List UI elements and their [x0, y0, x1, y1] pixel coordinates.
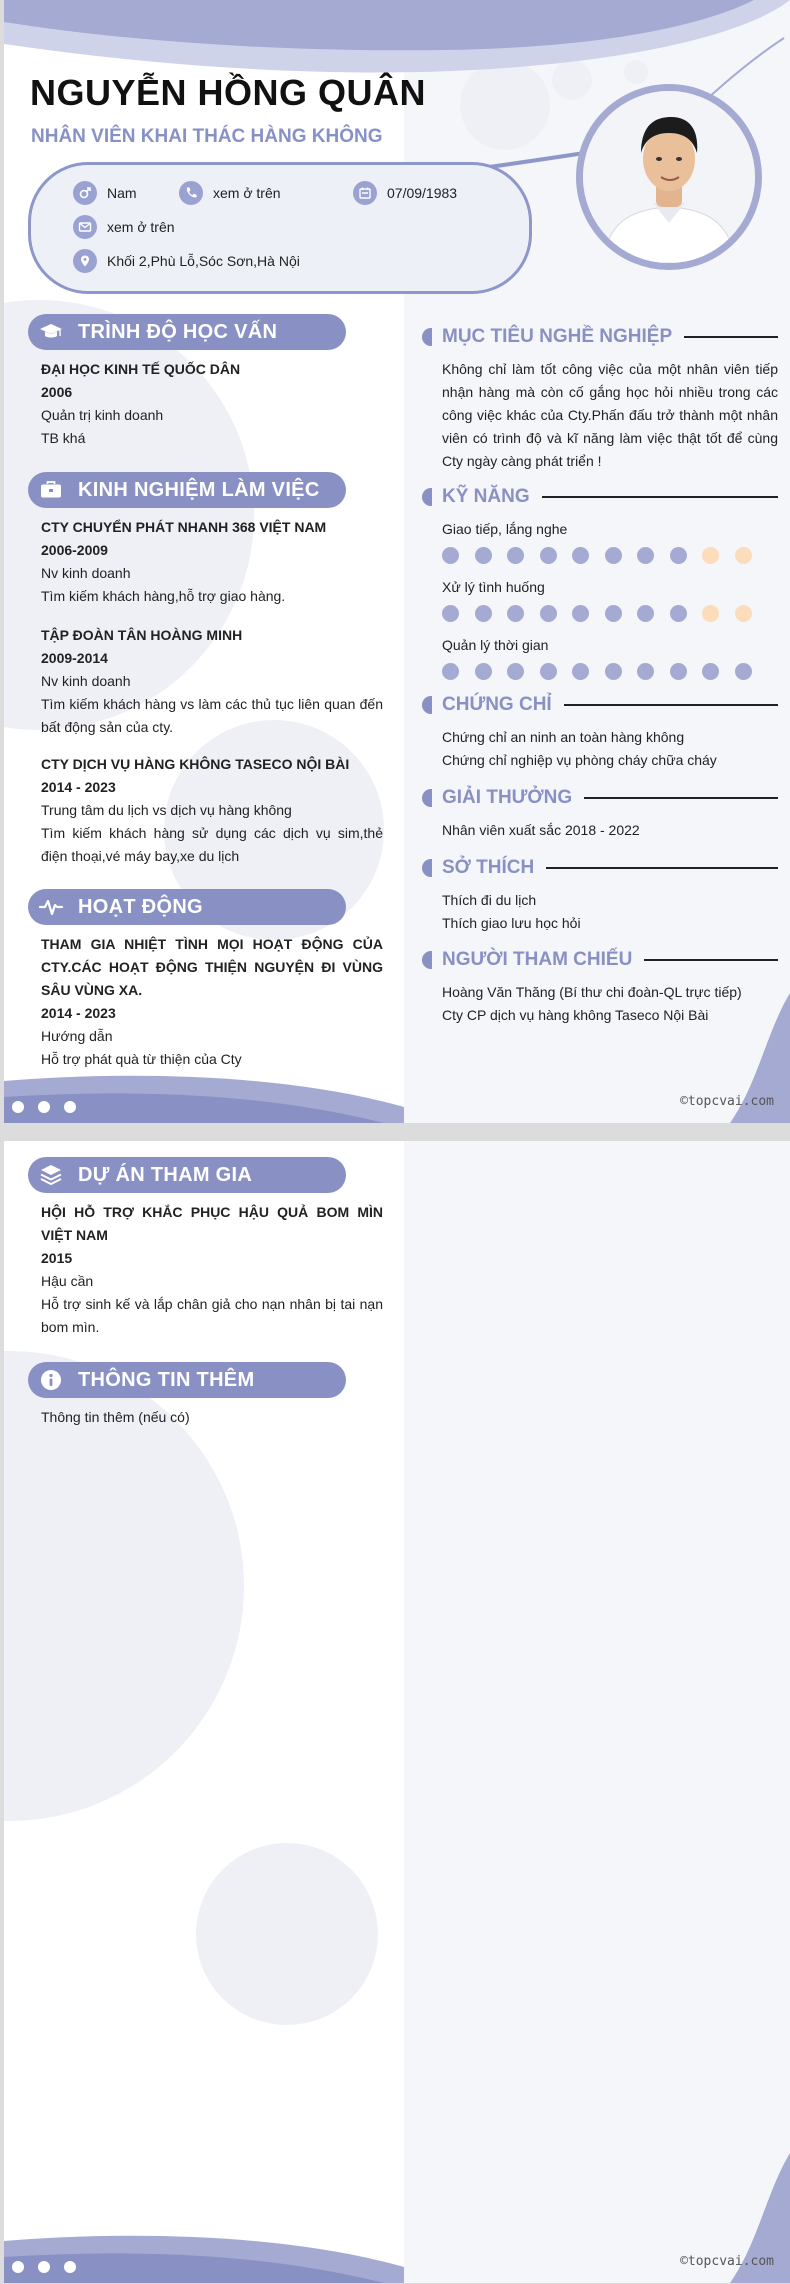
activity-period: 2014 - 2023: [41, 1005, 116, 1021]
experience-item: [41, 753, 383, 868]
profile-photo: [576, 84, 762, 270]
skill-dot-filled: [507, 547, 524, 564]
contact-address: [73, 249, 300, 273]
skill-dot-empty: [735, 547, 752, 564]
footer-wave: [4, 1063, 790, 1123]
skill-dot-filled: [572, 605, 589, 622]
experience-item: [41, 516, 383, 608]
info-icon: [38, 1367, 64, 1393]
skill-dot-filled: [637, 663, 654, 680]
company-name: CTY CHUYỂN PHÁT NHANH 368 VIỆT NAM: [41, 519, 327, 535]
skill-dot-filled: [572, 547, 589, 564]
section-marker: [422, 488, 432, 506]
candidate-name: NGUYỄN HỒNG QUÂN: [30, 72, 427, 113]
skill-dot-filled: [637, 605, 654, 622]
cv-page-2: [4, 1141, 790, 2283]
skill-dot-filled: [605, 605, 622, 622]
skill-dot-filled: [637, 547, 654, 564]
section-title: CHỨNG CHỈ: [442, 694, 552, 715]
section-title: SỞ THÍCH: [442, 857, 535, 878]
certificate-item: Chứng chỉ an ninh an toàn hàng không: [442, 729, 685, 745]
right-column-background: [404, 1141, 790, 2283]
section-title: DỰ ÁN THAM GIA: [78, 1163, 253, 1186]
skill-name: Giao tiếp, lắng nghe: [442, 521, 568, 537]
gender-value: Nam: [107, 185, 137, 201]
activity-name: THAM GIA NHIỆT TÌNH MỌI HOẠT ĐỘNG CỦA CTY.CÁC HOẠT ĐỘNG THIỆN NGUYỆN ĐI VÙNG SÂU VÙNG XA.: [41, 936, 383, 998]
additional-info: [41, 1406, 383, 1429]
skill-dot-empty: [735, 605, 752, 622]
skill-dot-filled: [442, 605, 459, 622]
education-grade: TB khá: [41, 430, 86, 446]
briefcase-icon: [38, 477, 64, 503]
skill-dot-filled: [442, 547, 459, 564]
activity-role: Hướng dẫn: [41, 1028, 113, 1044]
email-icon: [73, 215, 97, 239]
section-divider: [584, 797, 778, 799]
skill-dot-filled: [670, 605, 687, 622]
section-divider: [546, 867, 778, 869]
hobby-item: Thích đi du lịch: [442, 892, 537, 908]
education-year: 2006: [41, 384, 73, 400]
birthday-value: 07/09/1983: [387, 185, 458, 201]
skill-dot-filled: [605, 663, 622, 680]
section-title: THÔNG TIN THÊM: [78, 1368, 255, 1391]
skill-dot-filled: [735, 663, 752, 680]
skill-dot-filled: [605, 547, 622, 564]
work-position: Trung tâm du lịch vs dịch vụ hàng không: [41, 802, 292, 818]
watermark: ©topcvai.com: [680, 2254, 774, 2269]
section-divider: [542, 496, 778, 498]
work-period: 2014 - 2023: [41, 779, 116, 795]
section-title: GIẢI THƯỞNG: [442, 787, 573, 808]
skill-rating: [442, 605, 778, 622]
section-title: MỤC TIÊU NGHỀ NGHIỆP: [442, 326, 673, 347]
footer-wave: [4, 2223, 790, 2283]
heartbeat-icon: [38, 894, 64, 920]
project-description: Hỗ trợ sinh kế và lắp chân giả cho nạn nhân bị tai nạn bom mìn.: [41, 1296, 383, 1335]
experience-item: [41, 624, 383, 739]
section-additional-header: [28, 1362, 346, 1398]
work-position: Nv kinh doanh: [41, 565, 131, 581]
section-divider: [644, 959, 778, 961]
section-certificates: [422, 692, 778, 772]
section-objective: [422, 324, 778, 473]
section-awards: [422, 785, 778, 842]
skill-dot-empty: [702, 547, 719, 564]
certificates-list: [422, 726, 778, 772]
skill-name: Quản lý thời gian: [442, 637, 549, 653]
section-title: TRÌNH ĐỘ HỌC VẤN: [78, 320, 278, 343]
education-item: [41, 358, 383, 450]
company-name: CTY DỊCH VỤ HÀNG KHÔNG TASECO NỘI BÀI: [41, 756, 350, 772]
skills-list: [422, 518, 778, 680]
layers-icon: [38, 1162, 64, 1188]
work-description: Tìm kiếm khách hàng vs làm các thủ tục liên quan đến bất động sản của cty.: [41, 696, 383, 735]
skill-rating: [442, 663, 778, 680]
section-references: [422, 947, 778, 1027]
skill-dot-filled: [475, 547, 492, 564]
section-divider: [684, 336, 778, 338]
project-name: HỘI HỖ TRỢ KHẮC PHỤC HẬU QUẢ BOM MÌN VIỆT NAM: [41, 1204, 383, 1243]
email-value: xem ở trên: [107, 219, 175, 235]
decor-circle: [196, 1843, 378, 2025]
hobbies-list: [422, 889, 778, 935]
project-year: 2015: [41, 1250, 73, 1266]
skill-dot-filled: [540, 547, 557, 564]
phone-value: xem ở trên: [213, 185, 281, 201]
award-item: Nhân viên xuất sắc 2018 - 2022: [442, 822, 640, 838]
footer-dots: [12, 1101, 76, 1113]
section-title: HOẠT ĐỘNG: [78, 895, 203, 918]
section-hobbies: [422, 855, 778, 935]
skill-name: Xử lý tình huống: [442, 579, 545, 595]
education-major: Quản trị kinh doanh: [41, 407, 164, 423]
work-position: Nv kinh doanh: [41, 673, 131, 689]
section-marker: [422, 859, 432, 877]
skill-rating: [442, 547, 778, 564]
watermark: ©topcvai.com: [680, 1094, 774, 1109]
project-item: [41, 1201, 383, 1339]
footer-dots: [12, 2261, 76, 2273]
section-title: NGƯỜI THAM CHIẾU: [442, 949, 633, 970]
skill-dot-empty: [702, 605, 719, 622]
skill-dot-filled: [507, 605, 524, 622]
skill-dot-filled: [540, 663, 557, 680]
awards-list: [422, 819, 778, 842]
location-pin-icon: [73, 249, 97, 273]
reference-item: Hoàng Văn Thăng (Bí thư chi đoàn-QL trực tiếp): [442, 984, 742, 1000]
section-skills: [422, 484, 778, 692]
skill-dot-filled: [507, 663, 524, 680]
phone-icon: [179, 181, 203, 205]
section-marker: [422, 696, 432, 714]
reference-item: Cty CP dịch vụ hàng không Taseco Nội Bài: [442, 1007, 709, 1023]
contact-email: [73, 215, 175, 239]
skill-dot-filled: [475, 663, 492, 680]
contact-box: [28, 162, 532, 294]
skill-dot-filled: [540, 605, 557, 622]
section-divider: [564, 704, 778, 706]
portrait-photo-icon: [583, 91, 755, 263]
additional-text: Thông tin thêm (nếu có): [41, 1409, 190, 1425]
contact-gender: [73, 181, 137, 205]
contact-phone: [179, 181, 281, 205]
skill-dot-filled: [572, 663, 589, 680]
gender-icon: [73, 181, 97, 205]
skill-dot-filled: [475, 605, 492, 622]
calendar-icon: [353, 181, 377, 205]
references-list: [422, 981, 778, 1027]
project-role: Hậu cần: [41, 1273, 94, 1289]
objective-text: Không chỉ làm tốt công việc của một nhân viên tiếp nhận hàng mà còn cố gắng học hỏi nhiều trong các công việc khác của Cty.Phấn đấu trở thành một nhân viên có trình độ và kĩ năng làm việc thật tốt để cùng Cty ngày càng phát triển !: [442, 361, 778, 469]
work-period: 2009-2014: [41, 650, 108, 666]
work-description: Tìm kiếm khách hàng,hỗ trợ giao hàng.: [41, 588, 286, 604]
company-name: TẬP ĐOÀN TÂN HOÀNG MINH: [41, 627, 243, 643]
certificate-item: Chứng chỉ nghiệp vụ phòng cháy chữa cháy: [442, 752, 717, 768]
section-title: KINH NGHIỆM LÀM VIỆC: [78, 478, 320, 501]
skill-dot-filled: [670, 663, 687, 680]
section-experience-header: [28, 472, 346, 508]
activity-description: Hỗ trợ phát quà từ thiện của Cty: [41, 1051, 242, 1067]
section-education-header: [28, 314, 346, 350]
section-title: KỸ NĂNG: [442, 486, 530, 507]
skill-dot-filled: [670, 547, 687, 564]
work-period: 2006-2009: [41, 542, 108, 558]
section-marker: [422, 328, 432, 346]
school-name: ĐẠI HỌC KINH TẾ QUỐC DÂN: [41, 361, 241, 377]
section-marker: [422, 789, 432, 807]
job-title: NHÂN VIÊN KHAI THÁC HÀNG KHÔNG: [31, 126, 383, 147]
cv-page-1: [4, 0, 790, 1123]
section-marker: [422, 951, 432, 969]
skill-dot-filled: [702, 663, 719, 680]
section-activities-header: [28, 889, 346, 925]
skill-dot-filled: [442, 663, 459, 680]
graduation-cap-icon: [38, 319, 64, 345]
contact-birthday: [353, 181, 457, 205]
work-description: Tìm kiếm khách hàng sử dụng các dịch vụ sim,thẻ điện thoại,vé máy bay,xe du lịch: [41, 825, 383, 864]
hobby-item: Thích giao lưu học hỏi: [442, 915, 581, 931]
activity-item: [41, 933, 383, 1071]
address-value: Khối 2,Phù Lỗ,Sóc Sơn,Hà Nội: [107, 253, 300, 269]
section-projects-header: [28, 1157, 346, 1193]
